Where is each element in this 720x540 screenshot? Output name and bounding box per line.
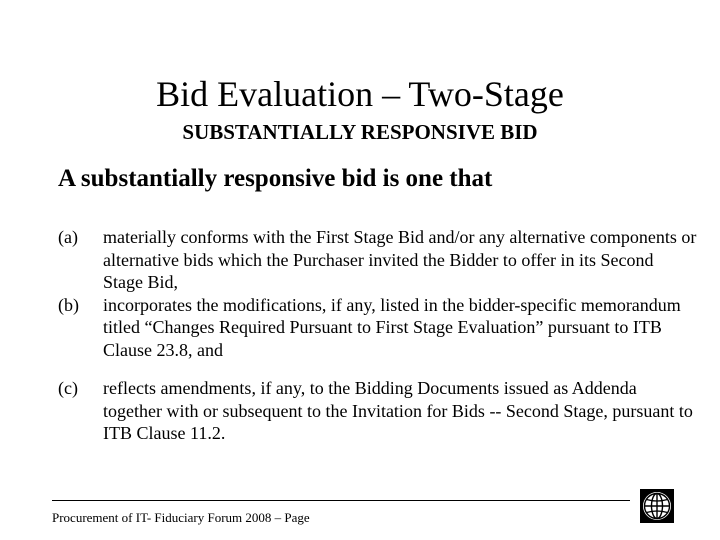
criteria-list bbox=[58, 226, 698, 445]
criteria-item-c bbox=[58, 377, 698, 445]
item-text: incorporates the modifications, if any, listed in the bidder-specific memorandum titled “Changes Required Pursuant to First Stage Evaluation” pursuant to ITB Clause 23.8, and bbox=[103, 294, 681, 360]
criteria-item-a bbox=[58, 226, 698, 294]
item-marker: (a) bbox=[58, 227, 78, 247]
slide-title: Bid Evaluation – Two-Stage bbox=[156, 74, 564, 114]
criteria-item-b bbox=[58, 294, 698, 362]
footer-text: Procurement of IT- Fiduciary Forum 2008 – Page bbox=[52, 510, 310, 525]
slide-subtitle: SUBSTANTIALLY RESPONSIVE BID bbox=[182, 120, 538, 144]
lead-statement: A substantially responsive bid is one that bbox=[58, 165, 493, 192]
world-bank-globe-icon bbox=[640, 489, 674, 523]
item-text: reflects amendments, if any, to the Bidding Documents issued as Addenda together with or subsequent to the Invitation for Bids -- Second Stage, pursuant to ITB Clause 11.2. bbox=[103, 378, 693, 443]
item-marker: (c) bbox=[58, 378, 78, 398]
footer-divider bbox=[52, 500, 630, 501]
item-marker: (b) bbox=[58, 294, 79, 315]
item-text: materially conforms with the First Stage Bid and/or any alternative components or alternative bids which the Purchaser invited the Bidder to offer in its Second Stage Bid, bbox=[103, 227, 697, 292]
